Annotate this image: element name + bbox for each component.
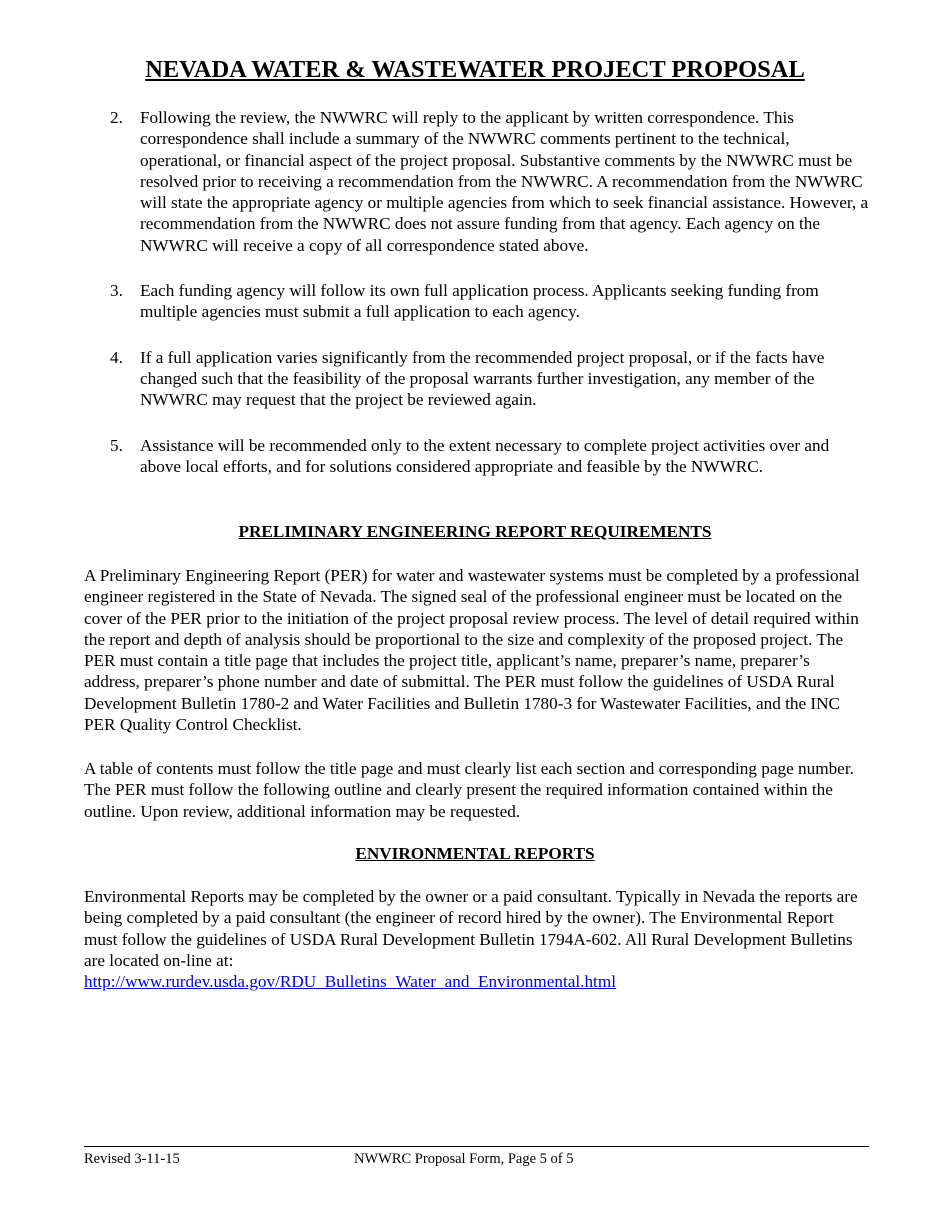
list-item-number: 3. bbox=[110, 281, 123, 301]
list-item bbox=[110, 347, 870, 411]
environmental-paragraph-text: Environmental Reports may be completed by the owner or a paid consultant. Typically in Nevada the reports are being completed by a paid consultant (the engineer of record hired by the owner). The Environmental Report must follow the guidelines of USDA Rural Development Bulletin 1794A-602. All Rural Development Bulletins are located on-line at: bbox=[84, 887, 858, 970]
footer-page-label: NWWRC Proposal Form, Page 5 of 5 bbox=[354, 1151, 574, 1167]
list-item bbox=[110, 280, 870, 323]
page-title: NEVADA WATER & WASTEWATER PROJECT PROPOSAL bbox=[145, 56, 805, 83]
numbered-list bbox=[110, 107, 870, 501]
footer-revised-date: Revised 3-11-15 bbox=[84, 1151, 180, 1167]
list-item-number: 4. bbox=[110, 347, 123, 367]
list-item bbox=[110, 107, 870, 256]
bulletins-link[interactable]: http://www.rurdev.usda.gov/RDU_Bulletins_Water_and_Environmental.html bbox=[84, 972, 616, 992]
per-paragraph-1: A Preliminary Engineering Report (PER) for water and wastewater systems must be completed by a professional engineer registered in the State of Nevada. The signed seal of the professional engineer must be located on the cover of the PER prior to the initiation of the project proposal review process. The level of detail required within the report and depth of analysis should be proportional to the size and complexity of the proposed project. The PER must contain a title page that includes the project title, applicant’s name, preparer’s name, preparer’s address, preparer’s phone number and date of submittal. The PER must follow the guidelines of USDA Rural Development Bulletin 1780-2 and Water Facilities and Bulletin 1780-3 for Wastewater Facilities, and the INC PER Quality Control Checklist. bbox=[84, 566, 860, 735]
list-item-text: Each funding agency will follow its own full application process. Applicants seeking funding from multiple agencies must submit a full application to each agency. bbox=[140, 281, 819, 322]
per-paragraph-2: A table of contents must follow the title page and must clearly list each section and corresponding page number. The PER must follow the following outline and clearly present the required information contained within the outline. Upon review, additional information may be requested. bbox=[84, 759, 854, 821]
environmental-heading: ENVIRONMENTAL REPORTS bbox=[355, 844, 595, 863]
list-item-text: Following the review, the NWWRC will reply to the applicant by written correspondence. This correspondence shall include a summary of the NWWRC comments pertinent to the technical, operational, or financial aspect of the project proposal. Substantive comments by the NWWRC must be resolved prior to receiving a recommendation from the NWWRC. A recommendation from the NWWRC will state the appropriate agency or multiple agencies from which to seek financial assistance. However, a recommendation from the NWWRC does not assure funding from that agency. Each agency on the NWWRC will receive a copy of all correspondence stated above. bbox=[140, 108, 869, 255]
environmental-paragraph bbox=[84, 886, 869, 992]
list-item-number: 5. bbox=[110, 435, 123, 455]
list-item bbox=[110, 435, 870, 478]
list-item-text: If a full application varies significantly from the recommended project proposal, or if the facts have changed such that the feasibility of the proposal warrants further investigation, any member of the NWWRC may request that the project be reviewed again. bbox=[140, 347, 825, 410]
footer-divider bbox=[84, 1146, 869, 1147]
list-item-text: Assistance will be recommended only to the extent necessary to complete project activities over and above local efforts, and for solutions considered appropriate and feasible by the NWWRC. bbox=[140, 435, 830, 476]
list-item-number: 2. bbox=[110, 108, 123, 127]
per-heading: PRELIMINARY ENGINEERING REPORT REQUIREMENTS bbox=[238, 522, 712, 541]
